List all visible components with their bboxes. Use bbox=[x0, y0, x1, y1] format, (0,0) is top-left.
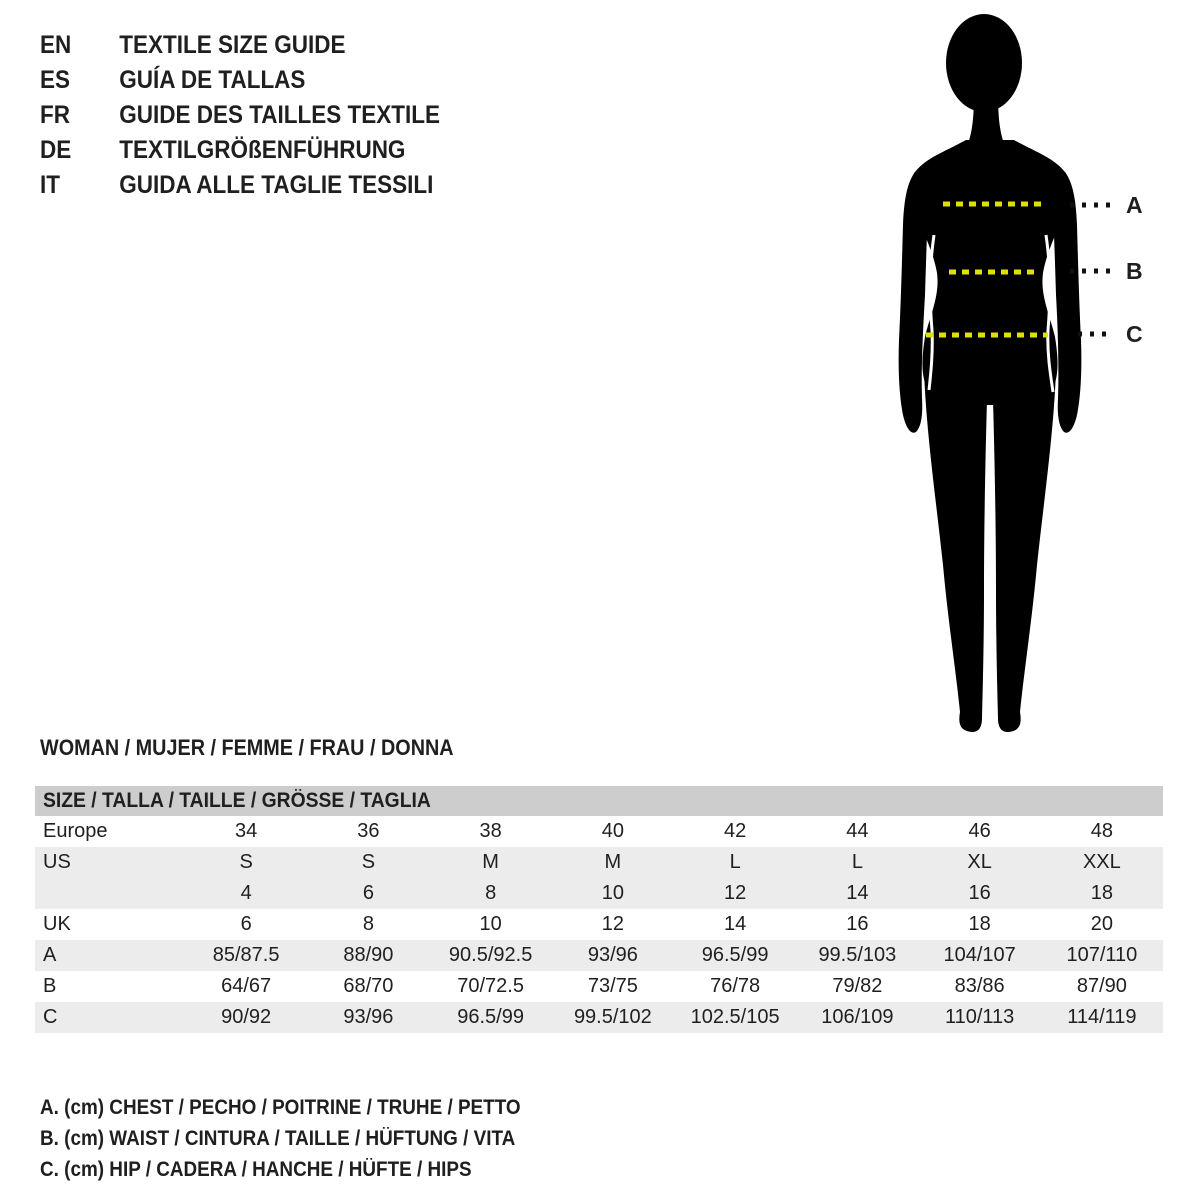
size-cell: 93/96 bbox=[587, 944, 638, 966]
legend-line: C. (cm) HIP / CADERA / HANCHE / HÜFTE / HIPS bbox=[40, 1158, 472, 1181]
size-cell: L bbox=[729, 851, 741, 873]
size-cell: 36 bbox=[357, 820, 380, 842]
measure-label-b: B bbox=[1126, 258, 1143, 284]
size-table-header bbox=[35, 786, 1163, 816]
table-row bbox=[35, 816, 1163, 847]
language-title: GUIDE DES TAILLES TEXTILE bbox=[119, 101, 441, 129]
language-code: IT bbox=[40, 171, 60, 199]
size-cell: 6 bbox=[362, 882, 374, 904]
table-row bbox=[35, 940, 1163, 971]
size-cell: M bbox=[604, 851, 622, 873]
legend-line: B. (cm) WAIST / CINTURA / TAILLE / HÜFTUNG / VITA bbox=[40, 1127, 516, 1150]
size-cell: 18 bbox=[1090, 882, 1113, 904]
size-cell: 76/78 bbox=[710, 975, 761, 997]
size-cell: 85/87.5 bbox=[212, 944, 280, 966]
silhouette-left-leg bbox=[924, 370, 987, 732]
table-row bbox=[35, 971, 1163, 1002]
size-cell: 107/110 bbox=[1066, 944, 1138, 966]
size-cell: 42 bbox=[724, 820, 747, 842]
woman-silhouette-icon bbox=[880, 0, 1200, 740]
size-cell: 99.5/103 bbox=[818, 944, 897, 966]
size-cell: 16 bbox=[968, 882, 991, 904]
language-row bbox=[40, 168, 440, 203]
language-title: TEXTILE SIZE GUIDE bbox=[119, 31, 346, 59]
size-cell: 64/67 bbox=[221, 975, 272, 997]
size-table bbox=[35, 786, 1163, 1033]
size-cell: 114/119 bbox=[1067, 1006, 1137, 1028]
size-cell: 73/75 bbox=[587, 975, 638, 997]
size-cell: 87/90 bbox=[1076, 975, 1127, 997]
size-cell: 48 bbox=[1090, 820, 1113, 842]
size-cell: 46 bbox=[968, 820, 991, 842]
size-cell: 16 bbox=[846, 913, 869, 935]
language-code: DE bbox=[40, 136, 72, 164]
size-cell: 40 bbox=[601, 820, 624, 842]
row-label: A bbox=[43, 944, 57, 966]
size-cell: 88/90 bbox=[343, 944, 394, 966]
language-list bbox=[40, 28, 485, 203]
woman-silhouette-figure bbox=[880, 0, 1200, 740]
size-cell: S bbox=[361, 851, 376, 873]
size-cell: 44 bbox=[846, 820, 869, 842]
row-label bbox=[35, 878, 185, 909]
size-cell: M bbox=[482, 851, 499, 873]
table-row bbox=[35, 909, 1163, 940]
size-cell: 38 bbox=[479, 820, 502, 842]
size-cell: 12 bbox=[724, 882, 747, 904]
legend-line: A. (cm) CHEST / PECHO / POITRINE / TRUHE / PETTO bbox=[40, 1096, 521, 1119]
row-label: C bbox=[43, 1006, 58, 1028]
size-cell: 96.5/99 bbox=[701, 944, 769, 966]
size-cell: 68/70 bbox=[343, 975, 394, 997]
size-cell: 8 bbox=[362, 913, 374, 935]
size-cell: 90/92 bbox=[221, 1006, 272, 1028]
size-cell: 18 bbox=[968, 913, 991, 935]
size-table-header-label: SIZE / TALLA / TAILLE / GRÖSSE / TAGLIA bbox=[43, 789, 431, 812]
size-cell: L bbox=[851, 851, 863, 873]
size-cell: 83/86 bbox=[954, 975, 1005, 997]
silhouette-left-arm bbox=[899, 172, 928, 433]
silhouette-right-arm bbox=[1053, 172, 1081, 433]
size-cell: 8 bbox=[485, 882, 497, 904]
size-cell: XL bbox=[967, 851, 992, 873]
size-cell: 70/72.5 bbox=[457, 975, 524, 997]
section-title: WOMAN / MUJER / FEMME / FRAU / DONNA bbox=[40, 735, 454, 760]
language-title: GUÍA DE TALLAS bbox=[119, 66, 306, 94]
language-title: GUIDA ALLE TAGLIE TESSILI bbox=[119, 171, 434, 199]
language-code: EN bbox=[40, 31, 72, 59]
size-cell: 10 bbox=[601, 882, 624, 904]
size-cell: 93/96 bbox=[343, 1006, 394, 1028]
language-row bbox=[40, 98, 440, 133]
size-cell: 6 bbox=[240, 913, 252, 935]
size-cell: 104/107 bbox=[943, 944, 1016, 966]
size-cell: 14 bbox=[724, 913, 747, 935]
size-cell: 110/113 bbox=[944, 1006, 1015, 1028]
size-cell: 90.5/92.5 bbox=[448, 944, 533, 966]
size-cell: 10 bbox=[479, 913, 502, 935]
size-cell: 102.5/105 bbox=[690, 1006, 780, 1028]
language-row bbox=[40, 28, 440, 63]
language-row bbox=[40, 133, 440, 168]
size-table-header-row bbox=[35, 786, 1163, 816]
language-code: ES bbox=[40, 66, 71, 94]
language-title: TEXTILGRÖßENFÜHRUNG bbox=[119, 136, 406, 164]
size-cell: 96.5/99 bbox=[457, 1006, 524, 1028]
table-row bbox=[35, 1002, 1163, 1033]
row-label: US bbox=[43, 851, 71, 873]
measure-label-a: A bbox=[1126, 192, 1143, 218]
measurement-legend bbox=[40, 1092, 574, 1185]
table-row bbox=[35, 878, 1163, 909]
size-cell: 12 bbox=[601, 913, 624, 935]
silhouette-right-leg bbox=[993, 370, 1056, 732]
language-code: FR bbox=[40, 101, 70, 129]
measure-label-c: C bbox=[1126, 321, 1143, 347]
size-cell: S bbox=[239, 851, 253, 873]
language-row bbox=[40, 63, 440, 98]
size-cell: 79/82 bbox=[832, 975, 883, 997]
row-label: UK bbox=[43, 913, 71, 935]
size-cell: 4 bbox=[240, 882, 252, 904]
row-label: Europe bbox=[43, 820, 108, 842]
size-cell: XXL bbox=[1082, 851, 1121, 873]
size-cell: 34 bbox=[235, 820, 258, 842]
row-label: B bbox=[43, 975, 57, 997]
size-cell: 106/109 bbox=[821, 1006, 894, 1028]
table-row bbox=[35, 847, 1163, 878]
size-cell: 14 bbox=[846, 882, 869, 904]
size-cell: 20 bbox=[1090, 913, 1113, 935]
size-cell: 99.5/102 bbox=[573, 1006, 652, 1028]
